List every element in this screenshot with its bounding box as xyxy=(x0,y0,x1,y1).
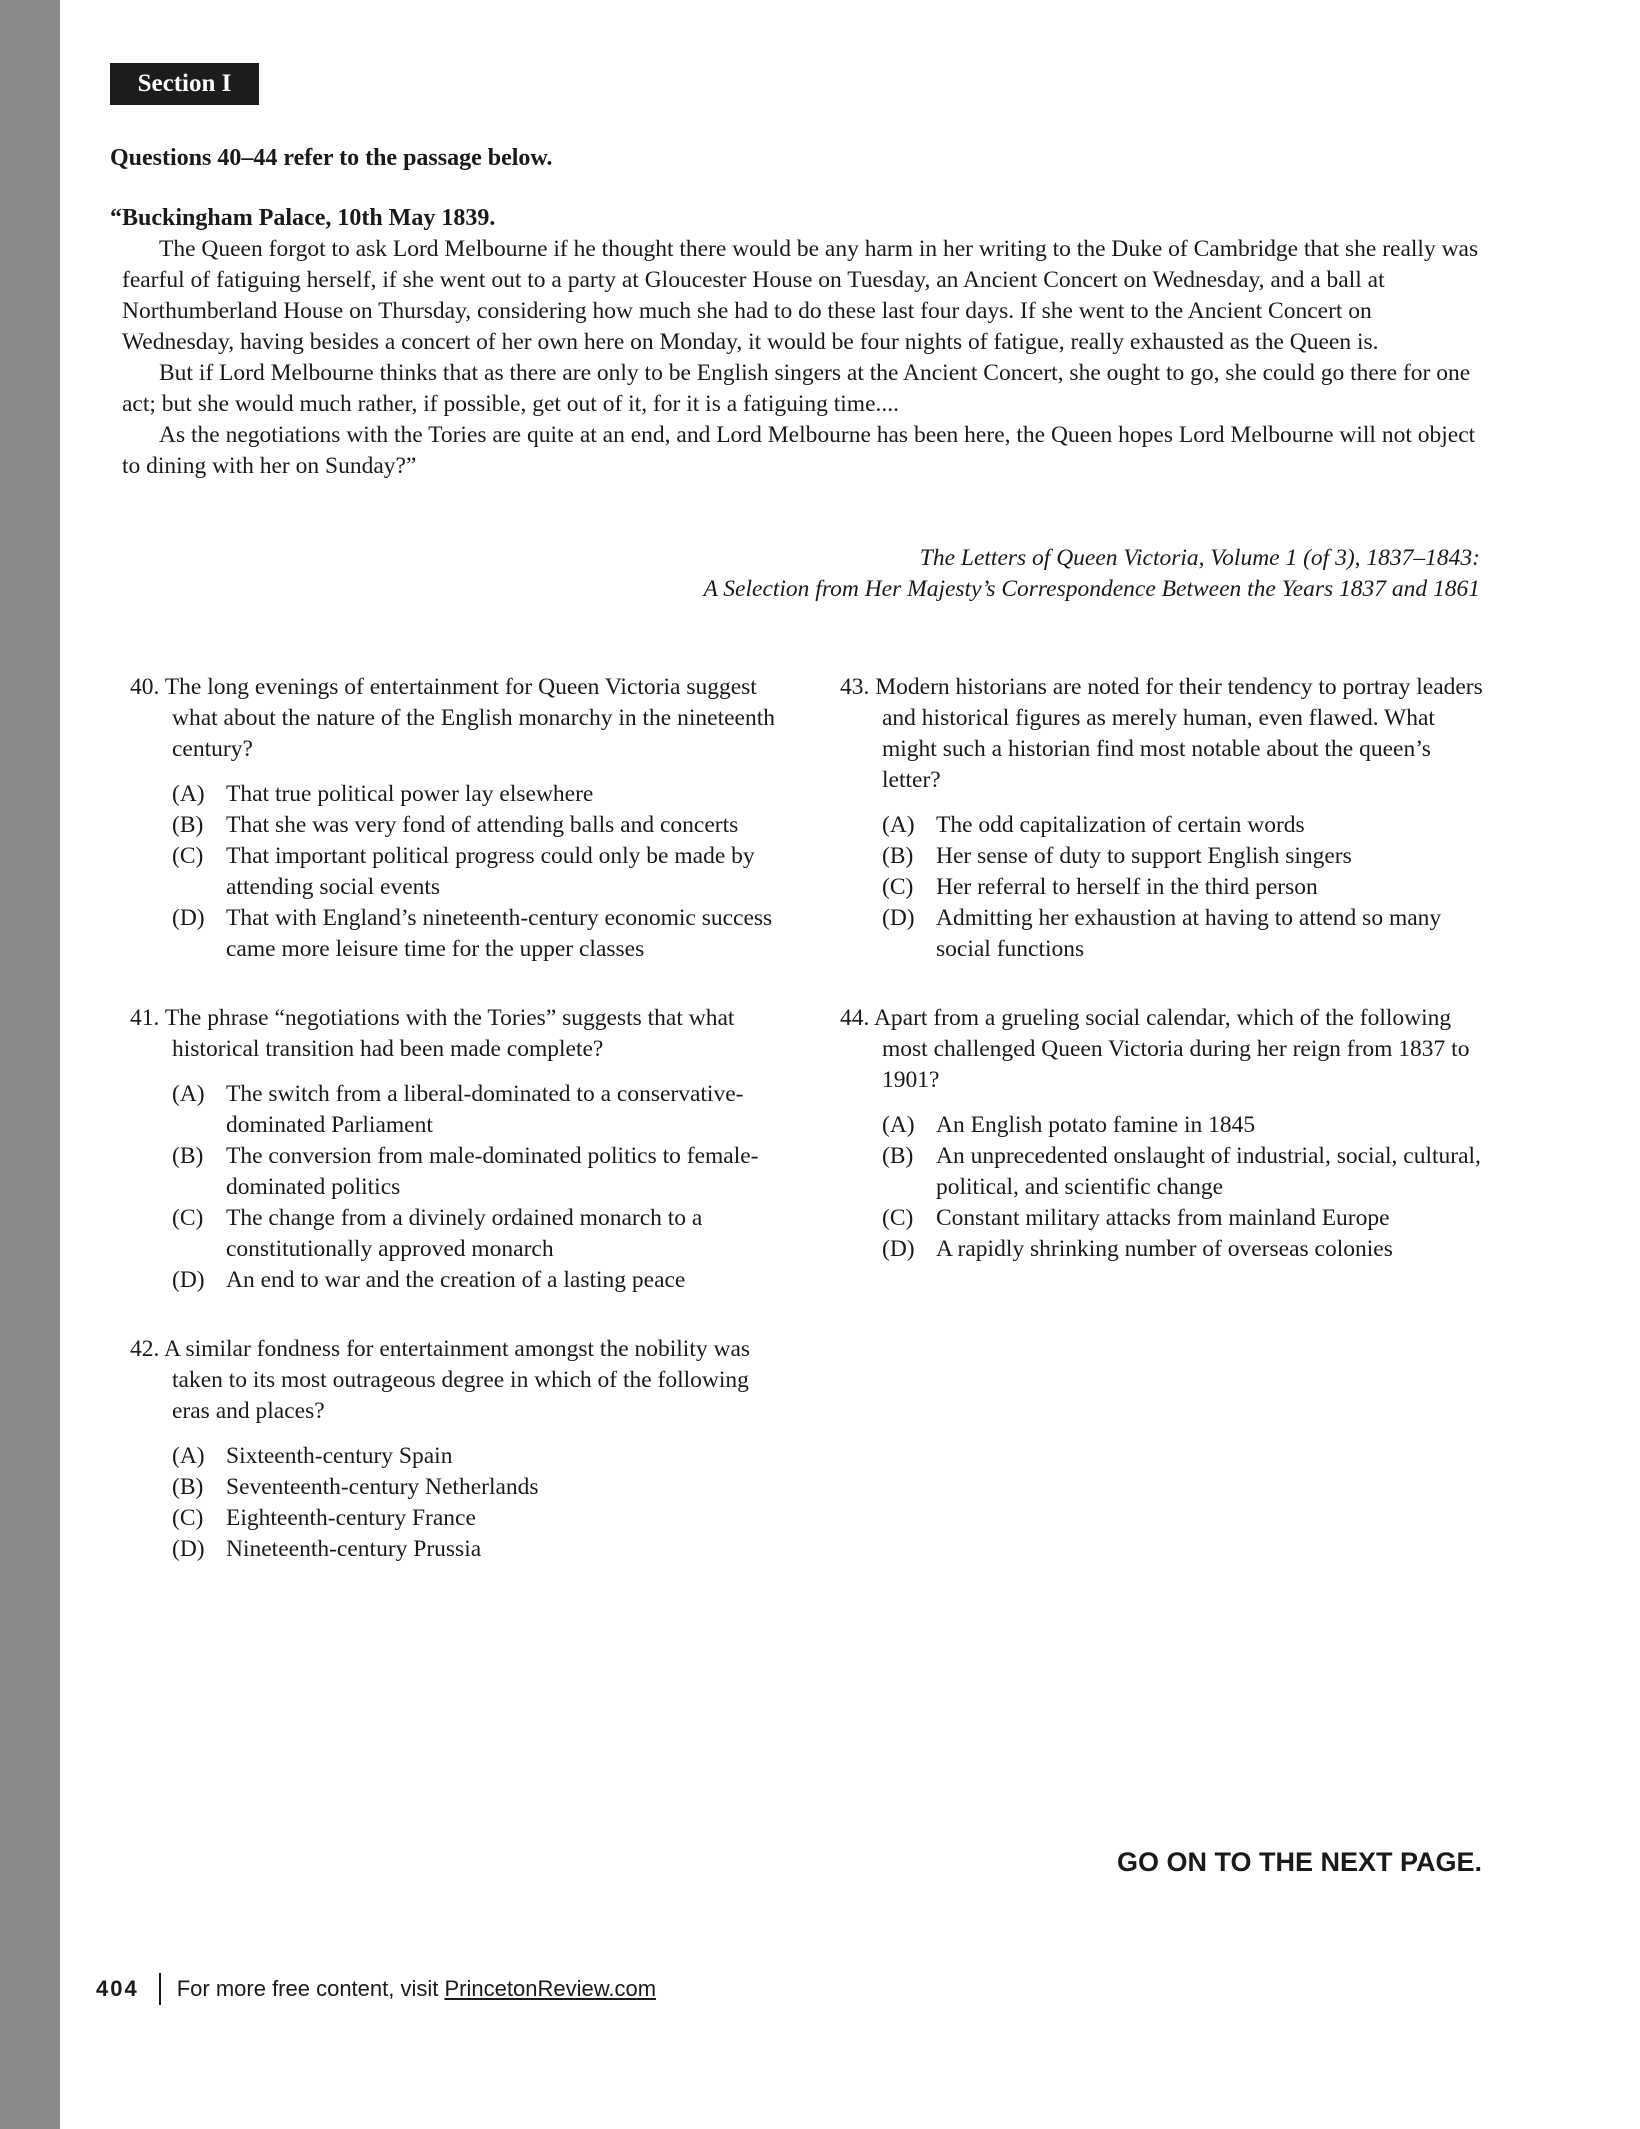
answer-choice[interactable] xyxy=(130,1441,780,1472)
choice-letter: (C) xyxy=(172,1505,204,1531)
choice-letter: (A) xyxy=(882,812,915,838)
choice-text: Admitting her exhaustion at having to attend so many social functions xyxy=(936,905,1442,962)
choice-text: Her sense of duty to support English singers xyxy=(936,843,1352,869)
answer-choices xyxy=(130,1079,780,1296)
choice-text: That true political power lay elsewhere xyxy=(226,781,594,807)
answer-choices xyxy=(840,1110,1490,1265)
choice-text: Sixteenth-century Spain xyxy=(226,1443,453,1469)
passage-paragraph: But if Lord Melbourne thinks that as there are only to be English singers at the Ancient Concert, she ought to go, she could go there for one act; but she would much rather, if possible, get out of it, for it is a fatiguing time.... xyxy=(122,360,1471,417)
choice-letter: (A) xyxy=(172,1081,205,1107)
choice-letter: (B) xyxy=(172,1143,204,1169)
answer-choice[interactable] xyxy=(130,903,780,965)
choice-letter: (D) xyxy=(882,905,915,931)
choice-letter: (A) xyxy=(882,1112,915,1138)
question-stem: 43. Modern historians are noted for their tendency to portray leaders and historical figures as merely human, even flawed. What might such a historian find most notable about the queen’s letter? xyxy=(840,674,1483,793)
questions-left-column xyxy=(130,672,780,1565)
question-stem: 41. The phrase “negotiations with the Tories” suggests that what historical transition had been made complete? xyxy=(130,1005,735,1062)
choice-letter: (D) xyxy=(172,905,205,931)
footer-text: For more free content, visit xyxy=(176,1976,439,2001)
citation-line: A Selection from Her Majesty’s Correspondence Between the Years 1837 and 1861 xyxy=(703,576,1480,602)
citation-line: The Letters of Queen Victoria, Volume 1 (of 3), 1837–1843: xyxy=(919,545,1480,571)
question-stem: 44. Apart from a grueling social calendar, which of the following most challenged Queen Victoria during her reign from 1837 to 1901? xyxy=(840,1005,1470,1093)
answer-choice[interactable] xyxy=(840,1110,1490,1141)
choice-letter: (A) xyxy=(172,781,205,807)
passage-paragraph: As the negotiations with the Tories are quite at an end, and Lord Melbourne has been here, the Queen hopes Lord Melbourne will not object to dining with her on Sunday?” xyxy=(122,422,1476,479)
choice-letter: (B) xyxy=(882,843,914,869)
choice-text: The conversion from male-dominated politics to female-dominated politics xyxy=(226,1143,759,1200)
answer-choice[interactable] xyxy=(130,779,780,810)
page-number: 404 xyxy=(96,1976,139,2001)
passage-paragraph: The Queen forgot to ask Lord Melbourne if he thought there would be any harm in her writing to the Duke of Cambridge that she really was fearful of fatiguing herself, if she went out to a party at Gloucester House on Tuesday, an Ancient Concert on Wednesday, and a ball at Northumberland House on Thursday, considering how much she had to do these last four days. If she went to the Ancient Concert on Wednesday, having besides a concert of her own here on Monday, it would be four nights of fatigue, really exhausted as the Queen is. xyxy=(122,236,1479,355)
answer-choice[interactable] xyxy=(840,810,1490,841)
choice-letter: (C) xyxy=(882,874,914,900)
answer-choices xyxy=(840,810,1490,965)
choice-text: An unprecedented onslaught of industrial, social, cultural, political, and scientific change xyxy=(936,1143,1481,1200)
question-stem: 40. The long evenings of entertainment for Queen Victoria suggest what about the nature of the English monarchy in the nineteenth century? xyxy=(130,674,775,762)
answer-choice[interactable] xyxy=(130,1203,780,1265)
choice-text: That important political progress could only be made by attending social events xyxy=(226,843,755,900)
question-43 xyxy=(840,672,1490,965)
answer-choice[interactable] xyxy=(840,872,1490,903)
question-44 xyxy=(840,1003,1490,1265)
choice-text: That she was very fond of attending balls and concerts xyxy=(226,812,739,838)
passage-heading: “Buckingham Palace, 10th May 1839. xyxy=(110,205,496,231)
question-42 xyxy=(130,1334,780,1565)
answer-choices xyxy=(130,1441,780,1565)
answer-choice[interactable] xyxy=(130,1141,780,1203)
choice-text: The change from a divinely ordained monarch to a constitutionally approved monarch xyxy=(226,1205,703,1262)
choice-letter: (C) xyxy=(172,1205,204,1231)
answer-choice[interactable] xyxy=(130,1472,780,1503)
choice-text: Eighteenth-century France xyxy=(226,1505,476,1531)
choice-text: Nineteenth-century Prussia xyxy=(226,1536,482,1562)
choice-letter: (D) xyxy=(882,1236,915,1262)
choice-text: Seventeenth-century Netherlands xyxy=(226,1474,539,1500)
questions-right-column xyxy=(840,672,1490,1265)
answer-choice[interactable] xyxy=(130,1503,780,1534)
passage xyxy=(110,203,1485,482)
choice-letter: (B) xyxy=(882,1143,914,1169)
page-edge-bar xyxy=(0,0,60,2129)
go-on-next-page: GO ON TO THE NEXT PAGE. xyxy=(1116,1847,1482,1877)
answer-choice[interactable] xyxy=(130,1079,780,1141)
answer-choice[interactable] xyxy=(840,1203,1490,1234)
choice-text: That with England’s nineteenth-century economic success came more leisure time for the upper classes xyxy=(226,905,773,962)
princeton-review-link[interactable]: PrincetonReview.com xyxy=(444,1976,657,2001)
choice-letter: (C) xyxy=(172,843,204,869)
choice-text: Her referral to herself in the third person xyxy=(936,874,1318,900)
choice-letter: (B) xyxy=(172,812,204,838)
question-stem: 42. A similar fondness for entertainment amongst the nobility was taken to its most outrageous degree in which of the following eras and places? xyxy=(130,1336,751,1424)
passage-citation xyxy=(704,543,1481,605)
page-footer xyxy=(96,1972,656,2006)
passage-intro: Questions 40–44 refer to the passage below. xyxy=(110,145,553,171)
answer-choice[interactable] xyxy=(130,841,780,903)
question-41 xyxy=(130,1003,780,1296)
choice-letter: (C) xyxy=(882,1205,914,1231)
footer-divider xyxy=(159,1973,161,2005)
answer-choice[interactable] xyxy=(840,903,1490,965)
choice-text: An English potato famine in 1845 xyxy=(936,1112,1256,1138)
question-40 xyxy=(130,672,780,965)
choice-letter: (B) xyxy=(172,1474,204,1500)
answer-choice[interactable] xyxy=(840,841,1490,872)
choice-text: The switch from a liberal-dominated to a conservative-dominated Parliament xyxy=(226,1081,744,1138)
choice-letter: (D) xyxy=(172,1536,205,1562)
answer-choice[interactable] xyxy=(130,810,780,841)
choice-text: A rapidly shrinking number of overseas colonies xyxy=(936,1236,1393,1262)
choice-letter: (D) xyxy=(172,1267,205,1293)
answer-choice[interactable] xyxy=(840,1234,1490,1265)
answer-choice[interactable] xyxy=(840,1141,1490,1203)
choice-text: Constant military attacks from mainland Europe xyxy=(936,1205,1390,1231)
answer-choice[interactable] xyxy=(130,1534,780,1565)
choice-text: The odd capitalization of certain words xyxy=(936,812,1305,838)
section-tab: Section I xyxy=(110,63,259,105)
choice-text: An end to war and the creation of a lasting peace xyxy=(226,1267,686,1293)
answer-choices xyxy=(130,779,780,965)
choice-letter: (A) xyxy=(172,1443,205,1469)
answer-choice[interactable] xyxy=(130,1265,780,1296)
